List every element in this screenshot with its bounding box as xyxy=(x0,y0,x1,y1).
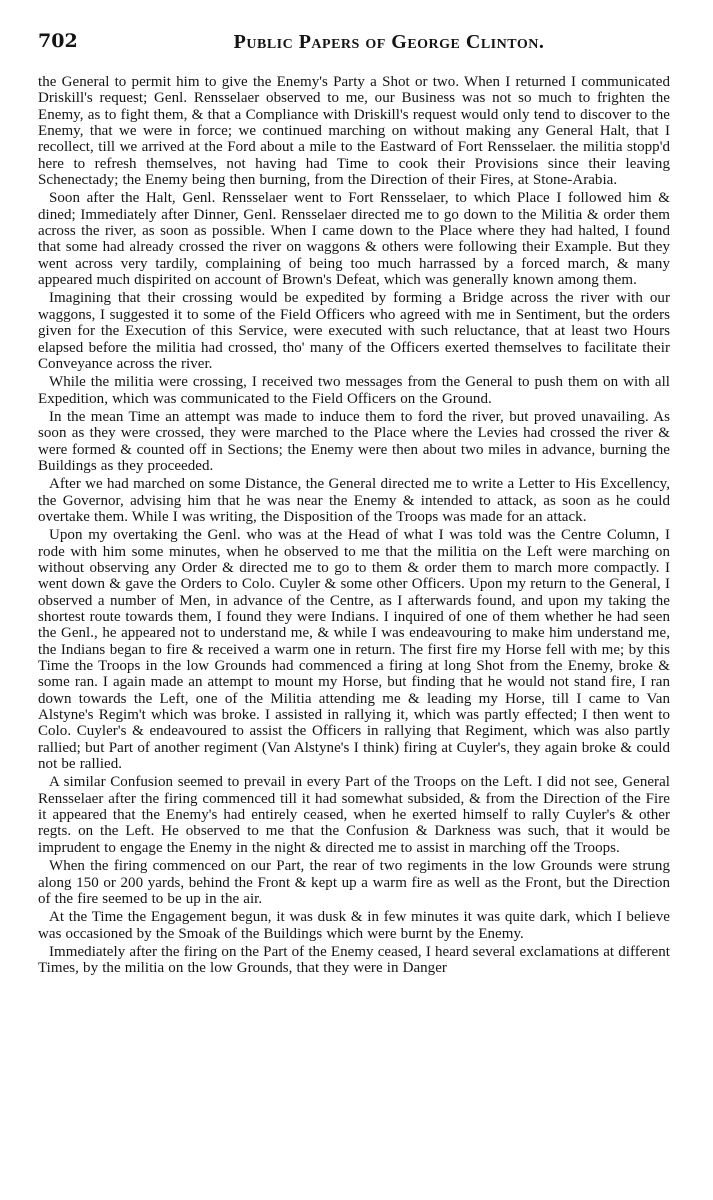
page-number: 702 xyxy=(38,30,78,52)
paragraph-7: Upon my overtaking the Genl. who was at the Head of what I was told was the Centre Column, I rode with him some minutes, when he observed to me that the militia on the Left were marching on without observing any Order & directed me to go to them & order them to march more compactly. I went down & gave the Orders to Colo. Cuyler & some other Officers. Upon my return to the General, I observed a number of Men, in advance of the Centre, as I afterwards found, and upon my taking the shortest route towards them, I found they were Indians. I inquired of one of them whether he had seen the Genl., he appeared not to understand me, & while I was endeavouring to make him understand me, the Indians began to fire & received a warm one in return. The first fire my Horse fell with me; by this Time the Troops in the low Grounds had commenced a firing at long Shot from the Enemy, broke & some ran. I again made an attempt to mount my Horse, but finding that he would not stand fire, I ran down towards the Left, one of the Militia attending me & leading my Horse, till I came to Van Alstyne's Regim't which was broke. I assisted in rallying it, which was partly effected; I then went to Colo. Cuyler's & endeavoured to assist the Officers in rallying that Regiment, which was also partly rallied; but Part of another regiment (Van Alstyne's I think) firing at Cuyler's, they again broke & could not be rallied. xyxy=(38,527,670,773)
paragraph-10: At the Time the Engagement begun, it was dusk & in few minutes it was quite dark, which I believe was occasioned by the Smoak of the Buildings which were burnt by the Enemy. xyxy=(38,909,670,942)
paragraph-1: the General to permit him to give the Enemy's Party a Shot or two. When I returned I communicated Driskill's request; Genl. Rensselaer observed to me, our Business was not so much to frighten the Enemy, as to fight them, & that a Compliance with Driskill's request would only tend to discover to the Enemy, that we were in force; we continued marching on without making any General Halt, that I recollect, till we arrived at the Ford about a mile to the Eastward of Fort Rensselaer. the militia stopp'd here to refresh themselves, not having had Time to cook their Provisions since their leaving Schenectady; the Enemy being then burning, from the Direction of their Fires, at Stone-Arabia. xyxy=(38,74,670,189)
paragraph-4: While the militia were crossing, I received two messages from the General to push them on with all Expedition, which was communicated to the Field Officers on the Ground. xyxy=(38,374,670,407)
paragraph-11: Immediately after the firing on the Part of the Enemy ceased, I heard several exclamations at different Times, by the militia on the low Grounds, that they were in Danger xyxy=(38,943,670,977)
paragraph-8: A similar Confusion seemed to prevail in every Part of the Troops on the Left. I did not see, General Rensselaer after the firing commenced till it had somewhat subsided, & from the Direction of the Fire it appeared that the Enemy's had entirely ceased, when he exerted himself to rally Cuyler's & other regts. on the Left. He observed to me that the Confusion & Darkness was such, that it would be imprudent to engage the Enemy in the night & directed me to assist in marching off the Troops. xyxy=(38,774,670,856)
paragraph-2: Soon after the Halt, Genl. Rensselaer went to Fort Rensselaer, to which Place I followed him & dined; Immediately after Dinner, Genl. Rensselaer directed me to go down to the Militia & order them across the river, as soon as possible. When I came down to the Place where they had halted, I found that some had already crossed the river on waggons & others were following their Example. But they went across very tardily, complaining of being too much harrassed by a forced march, & many appeared much dispirited on account of Brown's Defeat, which was generally known among them. xyxy=(38,190,670,289)
body-text xyxy=(38,74,670,979)
paragraph-9: When the firing commenced on our Part, the rear of two regiments in the low Grounds were strung along 150 or 200 yards, behind the Front & kept up a warm fire as well as the Front, but the Direction of the fire seemed to be up in the air. xyxy=(38,858,670,907)
paragraph-3: Imagining that their crossing would be expedited by forming a Bridge across the river with our waggons, I suggested it to some of the Field Officers who agreed with me in Sentiment, but the orders given for the Execution of this Service, were executed with such reluctance, that at least two Hours elapsed before the militia had crossed, tho' many of the Officers exerted themselves to facilitate their Conveyance across the river. xyxy=(38,290,670,372)
paragraph-6: After we had marched on some Distance, the General directed me to write a Letter to His Excellency, the Governor, advising him that he was near the Enemy & intended to attack, as soon as he could overtake them. While I was writing, the Disposition of the Troops was made for an attack. xyxy=(38,476,670,525)
running-header xyxy=(38,30,670,60)
paragraph-5: In the mean Time an attempt was made to induce them to ford the river, but proved unavailing. As soon as they were crossed, they were marched to the Place where the Levies had crossed the river & were formed & counted off in Sections; the Enemy were then about two miles in advance, burning the Buildings as they proceeded. xyxy=(38,408,670,474)
header-title: Public Papers of George Clinton. xyxy=(233,31,545,53)
